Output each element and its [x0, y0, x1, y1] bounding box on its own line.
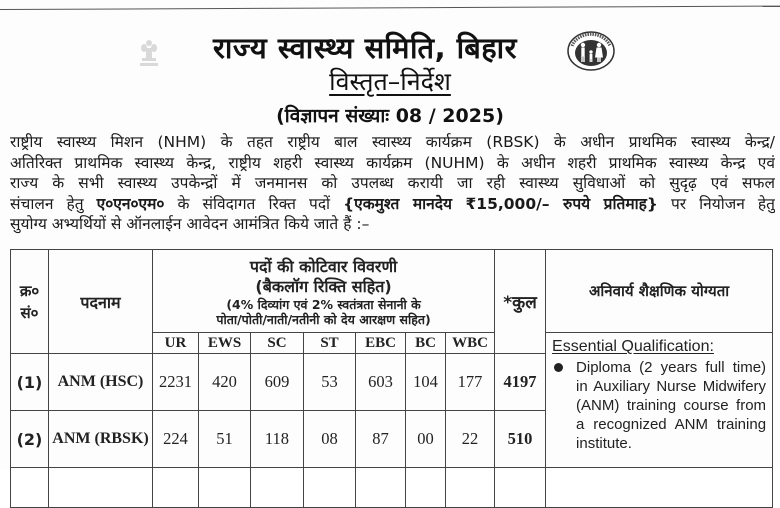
row-1-st: 53: [304, 354, 356, 411]
row-2-st: 08: [304, 411, 356, 468]
row-3-ur: [153, 468, 199, 508]
row-3-ews: [199, 468, 251, 508]
intro-line-3: राज्य के सभी स्वास्थ्य उपकेन्द्रों में जनमानस को उपलब्ध करायी जा रही स्वास्थ्य सुविधाओं को सुदृढ़ एवं सफल: [10, 174, 775, 192]
header-category-title-1: पदों की कोटिवार विवरणी: [249, 257, 398, 276]
intro-line-5: सुयोग्य अभ्यर्थियों से ऑनलाईन आवेदन आमंत्रित किये जाते हैं :–: [10, 215, 370, 233]
national-health-mission-logo-icon: [566, 30, 616, 72]
row-1-bc: 104: [406, 354, 446, 411]
header-category-sc: SC: [251, 333, 304, 354]
row-1-ur: 2231: [153, 354, 199, 411]
intro-line-1: राष्ट्रीय स्वास्थ्य मिशन (NHM) के तहत राष्ट्रीय बाल स्वास्थ्य कार्यक्रम (RBSK) के अधीन प्राथमिक स्वास्थ्य केन्द्र/: [10, 133, 775, 151]
qualification-cell: [546, 333, 773, 468]
intro-paragraph: [10, 132, 775, 235]
row-2-wbc: 22: [446, 411, 495, 468]
header-post-name: पदनाम: [49, 250, 153, 354]
row-3-ebc: [356, 468, 406, 508]
row-1-ebc: 603: [356, 354, 406, 411]
table-row-partial: [11, 468, 773, 508]
header-category-note-2: पोता/पोती/नाती/नतीनी को देय आरक्षण सहित): [216, 312, 431, 327]
qualification-item: [552, 358, 766, 453]
header-category-ur: UR: [153, 333, 199, 354]
qualification-heading: Essential Qualification:: [552, 338, 714, 355]
header-serial-line1: क्र०: [19, 281, 40, 300]
row-3-sc: [251, 468, 304, 508]
document-header: [0, 14, 780, 127]
post-abbreviation-anm: ए०एन०एम०: [96, 194, 165, 213]
header-category-note-1: (4% दिव्यांग एवं 2% स्वतंत्रता सेनानी के: [226, 297, 421, 312]
row-2-ebc: 87: [356, 411, 406, 468]
row-3-qualification: [546, 468, 773, 508]
vacancy-table: [10, 249, 773, 508]
row-2-bc: 00: [406, 411, 446, 468]
row-1-wbc: 177: [446, 354, 495, 411]
honorarium-amount: {एकमुश्त मानदेय ₹15,000/– रुपये प्रतिमाह}: [343, 194, 658, 213]
row-1-ews: 420: [199, 354, 251, 411]
bullet-icon: [554, 363, 563, 372]
row-1-serial: (1): [11, 354, 49, 411]
intro-line-4: [10, 194, 775, 215]
table-header-row: [11, 250, 773, 333]
document-title: विस्तृत–निर्देश: [329, 67, 451, 96]
header-qualification: अनिवार्य शैक्षणिक योग्यता: [546, 250, 773, 333]
header-category-title-2: (बैकलॉग रिक्ति सहित): [255, 277, 392, 296]
row-3-st: [304, 468, 356, 508]
header-category-bc: BC: [406, 333, 446, 354]
row-2-sc: 118: [251, 411, 304, 468]
row-1-sc: 609: [251, 354, 304, 411]
header-category-ebc: EBC: [356, 333, 406, 354]
row-2-total: 510: [495, 411, 546, 468]
advertisement-number: (विज्ञापन संख्याः 08 / 2025): [276, 105, 504, 127]
row-3-wbc: [446, 468, 495, 508]
row-2-ur: 224: [153, 411, 199, 468]
vacancy-table-container: [10, 249, 772, 489]
row-3-total: [495, 468, 546, 508]
row-2-post: ANM (RBSK): [49, 411, 153, 468]
header-category-wbc: WBC: [446, 333, 495, 354]
row-2-ews: 51: [199, 411, 251, 468]
row-1-post: ANM (HSC): [49, 354, 153, 411]
header-total: *कुल: [495, 250, 546, 354]
organization-title: राज्य स्वास्थ्य समिति, बिहार: [212, 31, 518, 65]
header-serial-line2: सं०: [20, 303, 39, 322]
intro-line-4-text-c: पर नियोजन हेतु: [657, 194, 775, 213]
row-3-bc: [406, 468, 446, 508]
qualification-item-text: Diploma (2 years full time) in Auxiliary Nurse Midwifery (ANM) training course from a recognized ANM training institute.: [576, 359, 767, 452]
intro-line-4-text-a: संचालन हेतु: [10, 194, 97, 213]
row-1-total: 4197: [495, 354, 546, 411]
row-2-serial: (2): [11, 411, 49, 468]
intro-line-4-text-b: के संविदागत रिक्त पदों: [164, 194, 344, 213]
header-category-st: ST: [304, 333, 356, 354]
header-serial-number: [11, 250, 49, 354]
header-category-ews: EWS: [199, 333, 251, 354]
row-3-post: [49, 468, 153, 508]
state-emblem-icon: [138, 38, 160, 70]
top-rule: [0, 6, 780, 10]
row-3-serial: [11, 468, 49, 508]
intro-line-2: अतिरिक्त प्राथमिक स्वास्थ्य केन्द्र, राष्ट्रीय शहरी स्वास्थ्य कार्यक्रम (NUHM) के अधीन शहरी प्राथमिक स्वास्थ्य केन्द्र एवं: [10, 153, 775, 172]
header-category-breakdown: [153, 250, 495, 333]
